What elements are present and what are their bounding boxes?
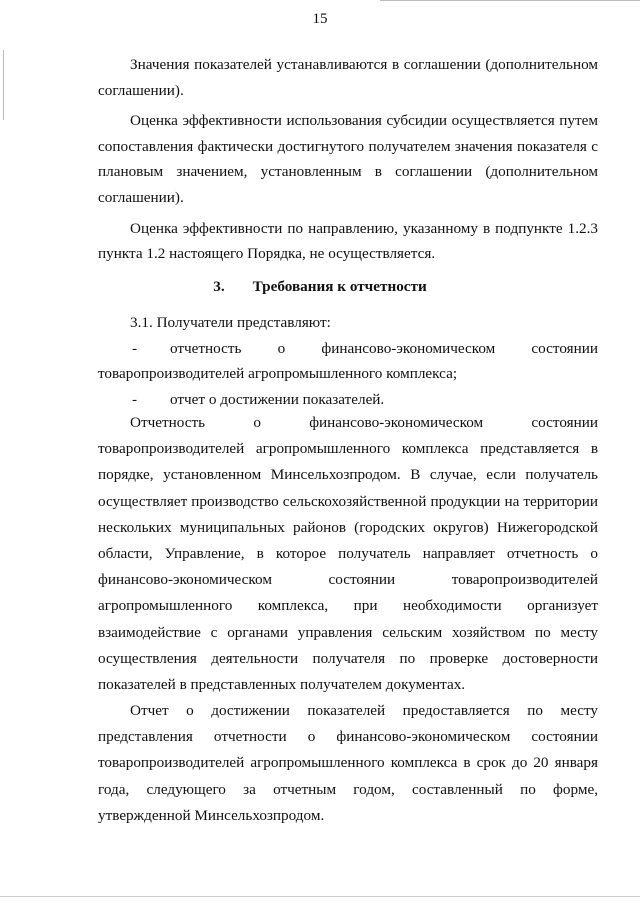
section-title: Требования к отчетности [252, 278, 427, 295]
dash-marker: - [132, 390, 138, 408]
paragraph: Отчет о достижении показателей предоставляется по месту представления отчетности о финансово-экономическом состоянии товаропроизводителей агропромышленного комплекса в срок до 20 января года, следующего за отчетным годом, составленный по форме, утвержденной Минсельхозпродом. [98, 702, 598, 824]
scan-edge-line [3, 50, 4, 120]
list-item [98, 387, 598, 413]
intro-paragraphs [98, 52, 598, 267]
scan-edge-line [380, 0, 640, 1]
report-paragraph [98, 698, 598, 829]
section-heading [0, 278, 640, 296]
paragraph: Оценка эффективности использования субсидии осуществляется путем сопоставления фактически достигнутого получателем значения показателя с плановым значением, установленным в соглашении (дополнительном соглашении). [98, 112, 598, 206]
clause-list [98, 310, 598, 412]
clause-intro: 3.1. Получатели представляют: [130, 314, 331, 331]
scan-edge-line [0, 896, 640, 897]
section-number: 3. [213, 278, 225, 295]
paragraph: Оценка эффективности по направлению, указанному в подпункте 1.2.3 пункта 1.2 настоящего Порядка, не осуществляется. [98, 219, 598, 263]
reporting-paragraph [98, 410, 598, 698]
list-item-text: отчет о достижении показателей. [170, 390, 385, 408]
dash-marker: - [132, 339, 138, 357]
page-number: 15 [312, 11, 328, 27]
list-item [98, 336, 598, 387]
paragraph: Отчетность о финансово-экономическом состоянии товаропроизводителей агропромышленного комплекса представляется в порядке, установленном Минсельхозпродом. В случае, если получатель осуществляет производство сельскохозяйственной продукции на территории нескольких муниципальных районов (городских округов) Нижегородской области, Управление, в которое получатель направляет отчетность о финансово-экономическом состоянии товаропроизводителей агропромышленного комплекса, при необходимости организует взаимодействие с органами управления сельским хозяйством по месту осуществления деятельности получателя по проверке достоверности показателей в представленных получателем документах. [98, 414, 598, 694]
list-item-text: отчетность о финансово-экономическом состоянии товаропроизводителей агропромышленного комплекса; [98, 339, 598, 383]
paragraph: Значения показателей устанавливаются в соглашении (дополнительном соглашении). [98, 56, 598, 99]
